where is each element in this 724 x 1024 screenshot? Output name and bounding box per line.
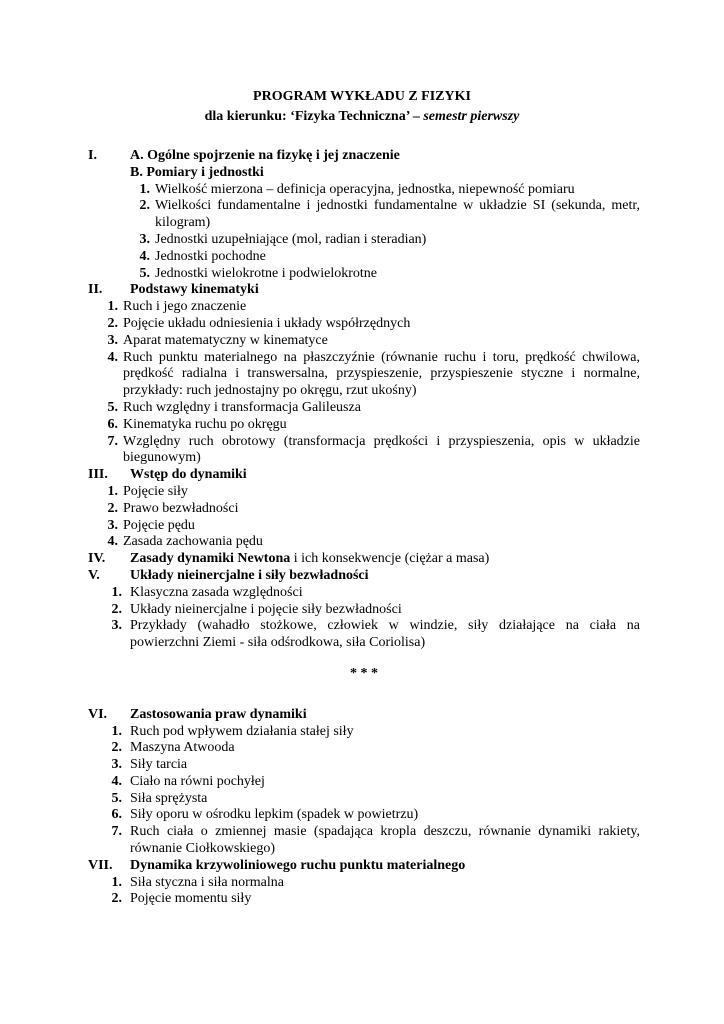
list-item	[88, 484, 640, 501]
section-4	[88, 551, 640, 568]
item-text: Względny ruch obrotowy (transformacja prędkości i przyspieszenia, opis w układzie biegunowym)	[123, 433, 640, 466]
item-text: Jednostki wielokrotne i podwielokrotne	[155, 265, 378, 281]
list-item	[88, 249, 640, 266]
item-number: 2.	[107, 500, 118, 516]
subtitle-prefix: dla kierunku: ‘Fizyka Techniczna’ –	[204, 109, 424, 124]
item-number: 1.	[111, 723, 122, 739]
list-item	[88, 891, 640, 908]
item-number: 3.	[111, 618, 122, 634]
item-number: 2.	[111, 601, 122, 617]
item-text: Siła sprężysta	[130, 790, 208, 806]
item-text: Ruch pod wpływem działania stałej siły	[130, 723, 354, 739]
item-text: Przykłady (wahadło stożkowe, człowiek w windzie, siły działające na ciała na powierzchni Ziemi - siła odśrodkowa, siła Coriolisa)	[130, 618, 640, 651]
section-subtitle: B. Pomiary i jednostki	[130, 164, 264, 180]
item-number: 7.	[107, 433, 118, 449]
item-text: Jednostki uzupełniające (mol, radian i steradian)	[155, 231, 427, 247]
item-number: 3.	[107, 517, 118, 533]
section-number: V.	[88, 567, 100, 583]
document-title: PROGRAM WYKŁADU Z FIZYKI	[253, 89, 471, 104]
item-text: Ruch względny i transformacja Galileusza	[123, 399, 361, 415]
item-number: 1.	[107, 483, 118, 499]
list-item	[88, 791, 640, 808]
section-title-suffix: i ich konsekwencje (ciężar a masa)	[290, 551, 490, 567]
item-text: Jednostki pochodne	[155, 248, 266, 264]
item-number: 5.	[111, 790, 122, 806]
item-text: Pojęcie momentu siły	[130, 891, 252, 907]
section-5	[88, 568, 640, 652]
item-number: 1.	[139, 181, 150, 197]
item-text: Pojęcie pędu	[123, 517, 195, 533]
list-item	[88, 534, 640, 551]
item-number: 2.	[111, 891, 122, 907]
item-text: Wielkości fundamentalne i jednostki fundamentalne w układzie SI (sekunda, metr, kilogram)	[155, 198, 640, 231]
section-number: IV.	[88, 551, 106, 567]
list-item	[88, 824, 640, 858]
item-text: Siła styczna i siła normalna	[130, 874, 284, 890]
section-title-bold: Zasady dynamiki Newtona	[130, 551, 291, 567]
section-number: VII.	[88, 857, 113, 873]
list-item	[88, 724, 640, 741]
list-item	[88, 875, 640, 892]
item-text: Wielkość mierzona – definicja operacyjna, jednostka, niepewność pomiaru	[155, 181, 575, 197]
section-title: Zastosowania praw dynamiki	[130, 706, 307, 722]
section-title: Wstęp do dynamiki	[130, 467, 247, 483]
section-number: I.	[88, 148, 97, 163]
item-text: Ruch i jego znaczenie	[123, 299, 247, 315]
list-item	[88, 774, 640, 791]
item-number: 4.	[107, 349, 118, 365]
section-divider: * * *	[350, 665, 378, 681]
section-title: A. Ogólne spojrzenie na fizykę i jej znaczenie	[130, 148, 400, 163]
item-text: Pojęcie układu odniesienia i układy współrzędnych	[123, 315, 411, 331]
list-item	[88, 232, 640, 249]
list-item	[88, 316, 640, 333]
item-text: Prawo bezwładności	[123, 500, 239, 516]
item-number: 2.	[111, 740, 122, 756]
subtitle-semester: semestr pierwszy	[423, 109, 520, 124]
lecture-outline	[88, 148, 640, 908]
item-number: 6.	[107, 416, 118, 432]
list-item	[88, 618, 640, 652]
item-text: Ruch ciała o zmiennej masie (spadająca kropla deszczu, równanie dynamiki rakiety, równanie Ciołkowskiego)	[130, 824, 640, 857]
item-number: 5.	[139, 265, 150, 281]
list-item	[88, 740, 640, 757]
list-item	[88, 182, 640, 199]
section-title: Podstawy kinematyki	[130, 282, 259, 298]
list-item	[88, 266, 640, 283]
list-item	[88, 585, 640, 602]
item-text: Maszyna Atwooda	[130, 740, 235, 756]
item-text: Siły tarcia	[130, 757, 188, 773]
section-7	[88, 858, 640, 908]
item-number: 6.	[111, 807, 122, 823]
item-number: 1.	[107, 299, 118, 315]
list-item	[88, 198, 640, 232]
list-item	[88, 807, 640, 824]
section-6	[88, 707, 640, 858]
item-text: Siły oporu w ośrodku lepkim (spadek w powietrzu)	[130, 807, 419, 823]
item-number: 4.	[139, 248, 150, 264]
item-number: 5.	[107, 399, 118, 415]
list-item	[88, 757, 640, 774]
item-number: 3.	[139, 231, 150, 247]
item-number: 4.	[107, 534, 118, 550]
item-number: 7.	[111, 824, 122, 840]
document-subtitle	[0, 108, 724, 126]
list-item	[88, 299, 640, 316]
section-number: VI.	[88, 706, 108, 722]
section-1	[88, 148, 640, 282]
list-item	[88, 350, 640, 400]
item-number: 2.	[107, 315, 118, 331]
section-3	[88, 467, 640, 551]
item-number: 3.	[111, 757, 122, 773]
item-text: Zasada zachowania pędu	[123, 534, 263, 550]
item-text: Pojęcie siły	[123, 483, 188, 499]
item-number: 1.	[111, 874, 122, 890]
item-number: 4.	[111, 773, 122, 789]
item-number: 2.	[139, 198, 150, 214]
item-number: 1.	[111, 584, 122, 600]
list-item	[88, 501, 640, 518]
item-text: Kinematyka ruchu po okręgu	[123, 416, 287, 432]
section-number: II.	[88, 282, 103, 298]
item-text: Aparat matematyczny w kinematyce	[123, 332, 328, 348]
item-text: Ciało na równi pochyłej	[130, 773, 265, 789]
item-text: Klasyczna zasada względności	[130, 584, 303, 600]
section-title	[88, 551, 640, 568]
list-item	[88, 518, 640, 535]
section-number: III.	[88, 467, 108, 483]
list-item	[88, 400, 640, 417]
list-item	[88, 434, 640, 468]
item-number: 3.	[107, 332, 118, 348]
list-item	[88, 333, 640, 350]
section-2	[88, 282, 640, 467]
list-item	[88, 602, 640, 619]
list-item	[88, 417, 640, 434]
item-text: Ruch punktu materialnego na płaszczyźnie (równanie ruchu i toru, prędkość chwilowa, prędkość radialna i transwersalna, przyspieszenie, przyspieszenie styczne i normalne, przykłady: ruch jednostajny po okręgu, rzut ukośny)	[123, 349, 640, 399]
item-text: Układy nieinercjalne i pojęcie siły bezwładności	[130, 601, 402, 617]
section-title: Dynamika krzywoliniowego ruchu punktu materialnego	[130, 857, 466, 873]
section-title: Układy nieinercjalne i siły bezwładności	[130, 567, 369, 583]
